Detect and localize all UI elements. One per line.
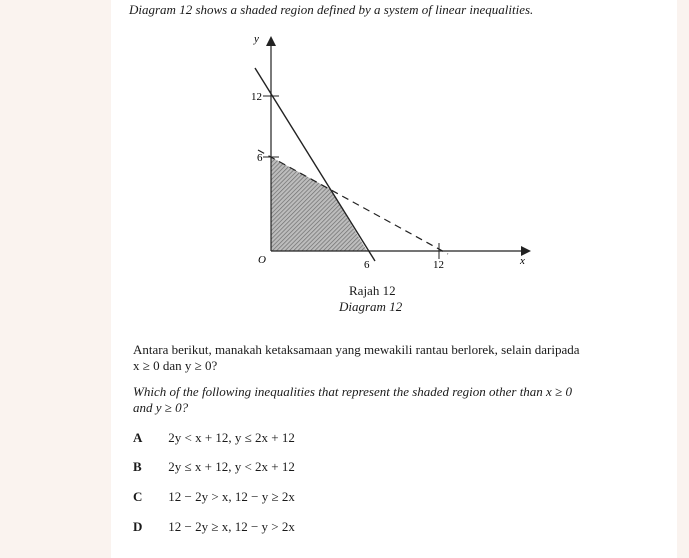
option-letter: C bbox=[133, 489, 143, 504]
x-tick-label-12: 12 bbox=[433, 259, 444, 271]
option-d[interactable] bbox=[133, 519, 295, 535]
option-a[interactable] bbox=[133, 430, 295, 446]
question-english-line1: Which of the following inequalities that represent the shaded region other than x ≥ 0 bbox=[133, 384, 572, 399]
option-c[interactable] bbox=[133, 489, 295, 505]
option-text: 2y < x + 12, y ≤ 2x + 12 bbox=[168, 430, 295, 445]
y-tick-label-12: 12 bbox=[251, 91, 262, 103]
y-tick-label-6: 6 bbox=[257, 152, 263, 164]
question-malay-line1: Antara berikut, manakah ketaksamaan yang mewakili rantau berlorek, selain daripada bbox=[133, 342, 580, 357]
inequality-graph bbox=[111, 0, 677, 290]
x-axis-label: x bbox=[520, 255, 525, 267]
caption-english: Diagram 12 bbox=[339, 299, 403, 314]
origin-label: O bbox=[258, 254, 266, 266]
question-text-english bbox=[133, 384, 613, 416]
x-tick-label-6: 6 bbox=[364, 259, 370, 271]
option-text: 2y ≤ x + 12, y < 2x + 12 bbox=[168, 459, 295, 474]
y-axis-arrow-icon bbox=[266, 36, 276, 46]
option-letter: A bbox=[133, 430, 143, 445]
question-malay-line2: x ≥ 0 dan y ≥ 0? bbox=[133, 358, 218, 373]
option-text: 12 − 2y > x, 12 − y ≥ 2x bbox=[168, 489, 295, 504]
option-b[interactable] bbox=[133, 459, 295, 475]
option-letter: D bbox=[133, 519, 143, 534]
option-letter: B bbox=[133, 459, 142, 474]
question-page bbox=[111, 0, 677, 558]
question-text-malay bbox=[133, 342, 613, 374]
question-intro: Diagram 12 shows a shaded region defined by a system of linear inequalities. bbox=[129, 2, 534, 17]
option-text: 12 − 2y ≥ x, 12 − y > 2x bbox=[168, 519, 295, 534]
y-axis-label: y bbox=[254, 33, 259, 45]
caption-malay: Rajah 12 bbox=[349, 283, 396, 298]
question-english-line2: and y ≥ 0? bbox=[133, 400, 189, 415]
